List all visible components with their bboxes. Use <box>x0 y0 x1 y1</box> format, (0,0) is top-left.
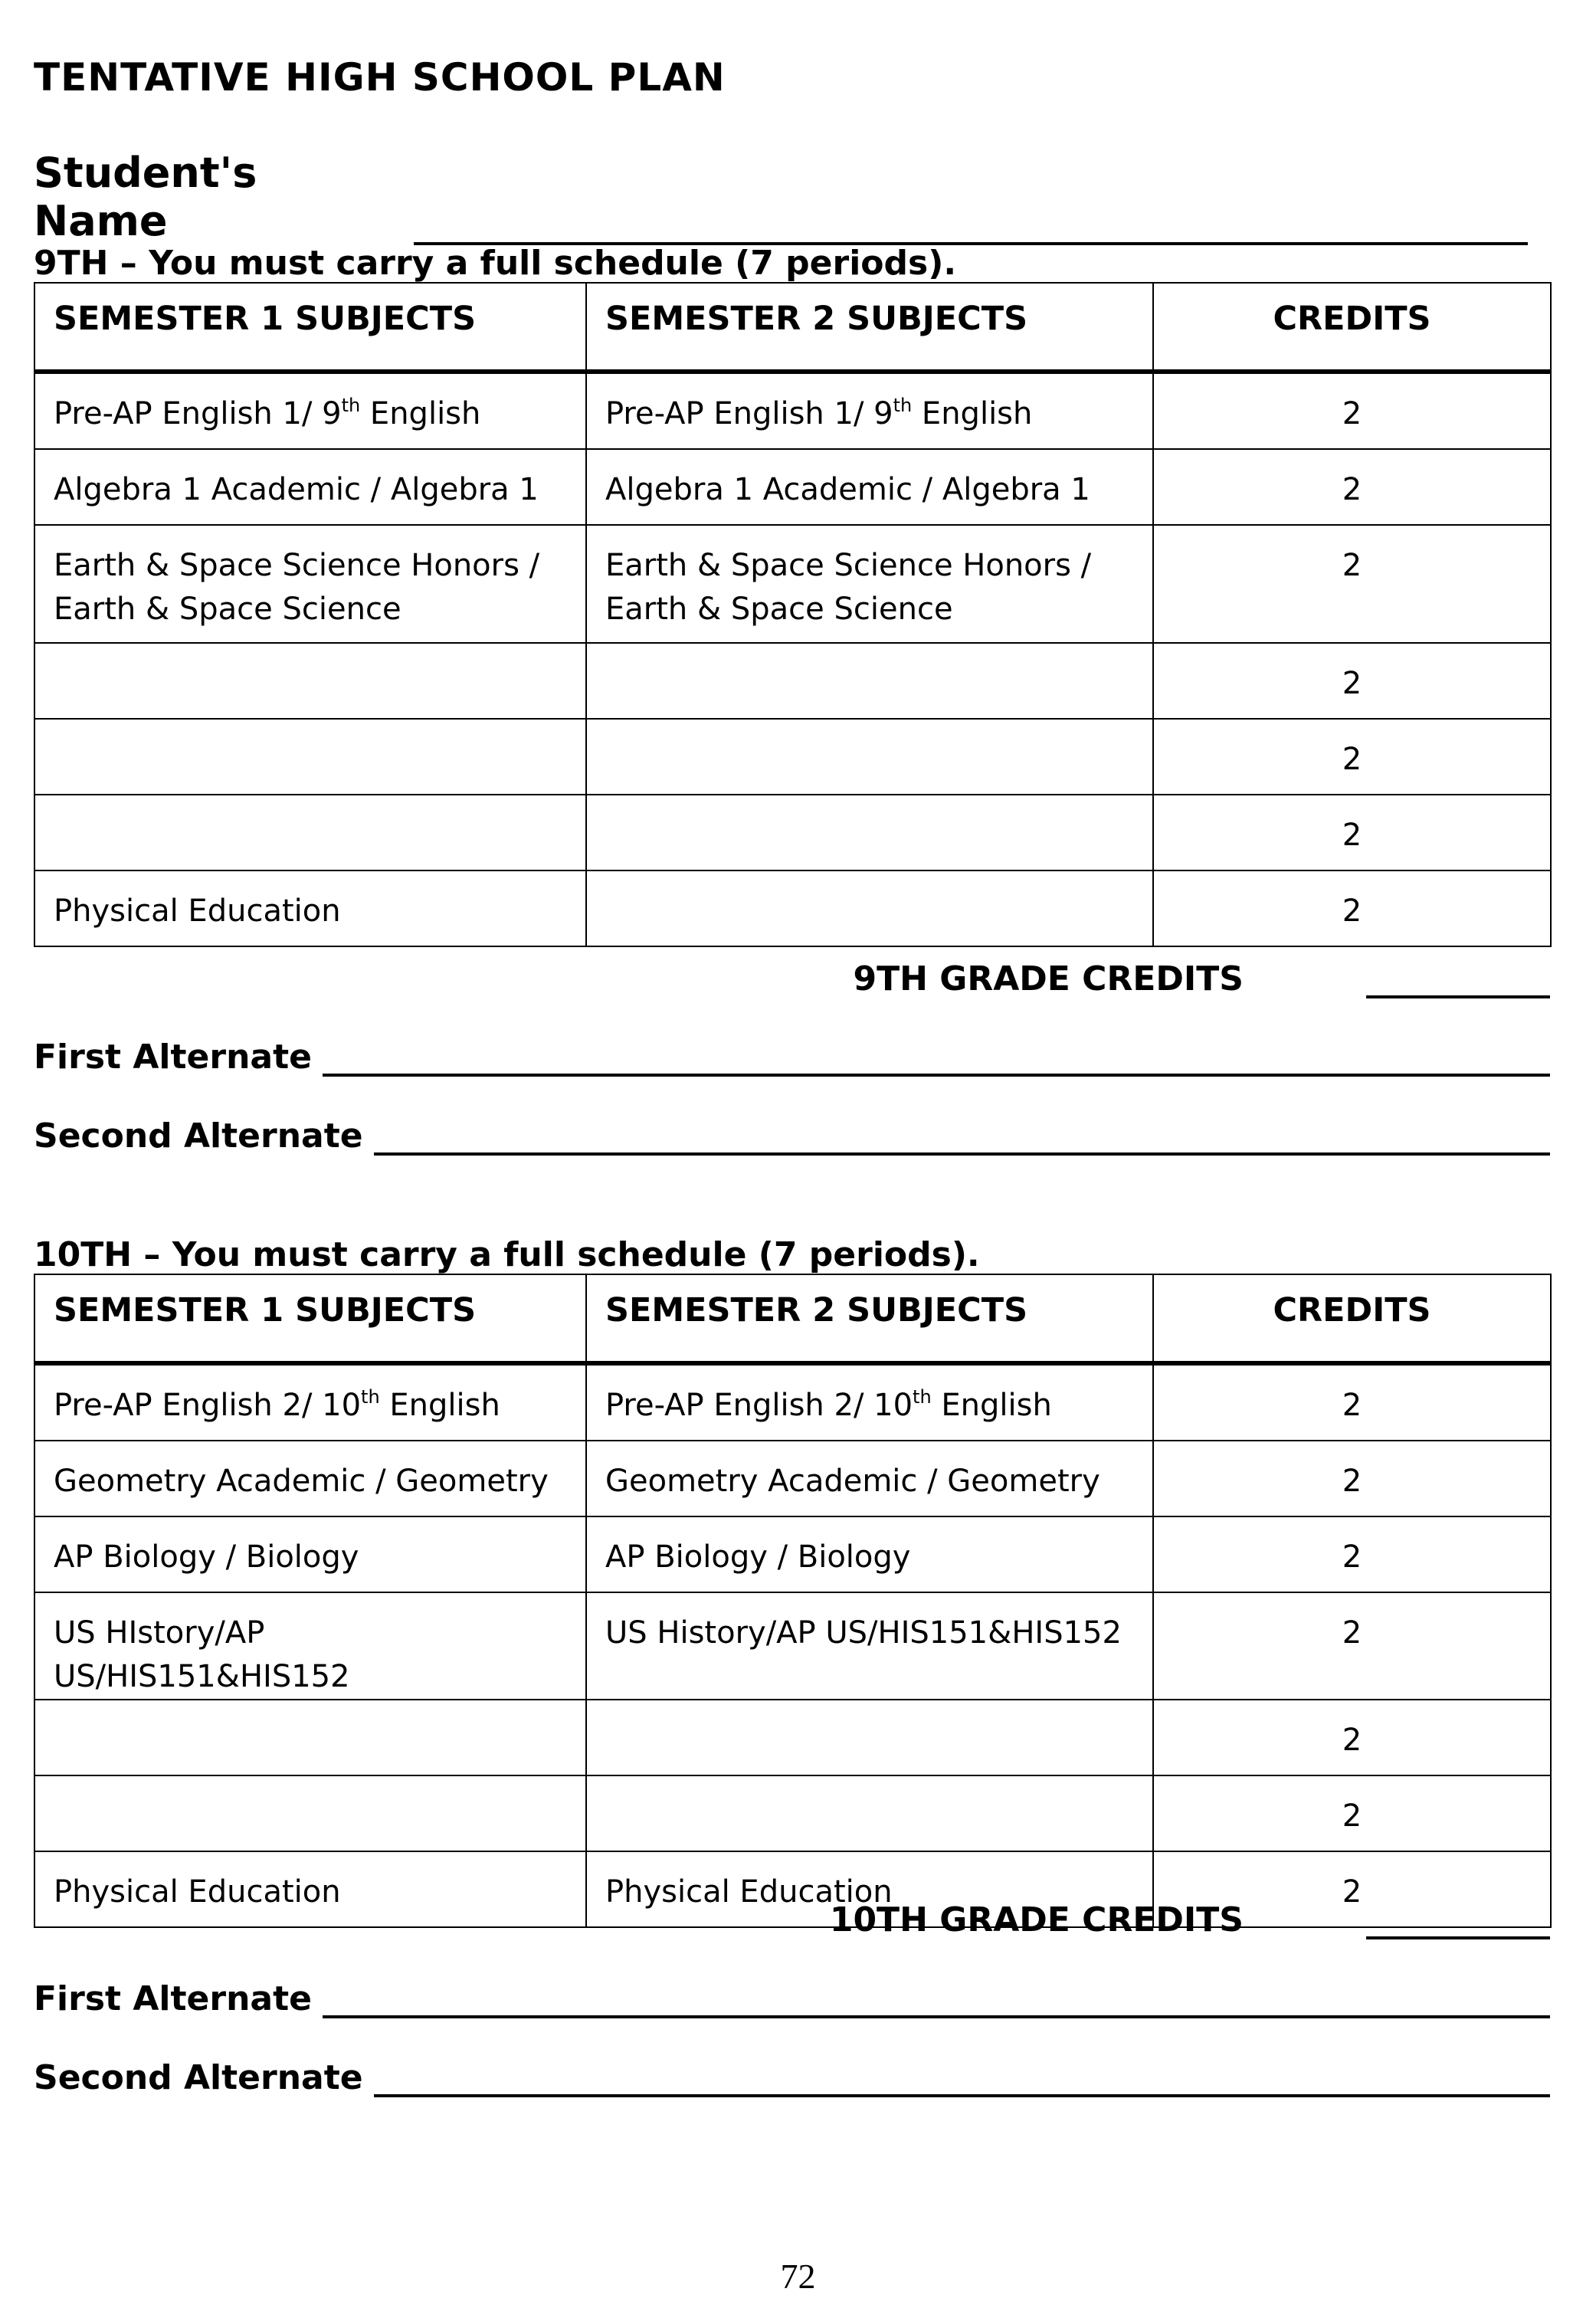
cell-text: English <box>379 1388 500 1423</box>
sem2-cell[interactable] <box>586 372 1153 449</box>
student-name-line <box>34 149 1528 245</box>
table-row <box>34 449 1551 525</box>
table-row <box>34 795 1551 870</box>
cell-text: English <box>931 1388 1052 1423</box>
table-row <box>34 1516 1551 1592</box>
schedule-table-9th <box>34 282 1552 947</box>
section-heading-10th: 10TH – You must carry a full schedule (7 periods). <box>34 1235 980 1274</box>
sem1-cell[interactable] <box>34 719 586 795</box>
cell-text: Pre-AP English 1/ 9 <box>54 396 342 431</box>
second-alternate-label: Second Alternate <box>34 1116 363 1156</box>
grade-credits-label: 10TH GRADE CREDITS <box>829 1900 1244 1939</box>
header-credits: CREDITS <box>1153 283 1551 372</box>
superscript: th <box>913 1385 932 1408</box>
sem1-cell[interactable] <box>34 1775 586 1851</box>
superscript: th <box>361 1385 380 1408</box>
sem2-cell[interactable]: AP Biology / Biology <box>586 1516 1153 1592</box>
credits-cell: 2 <box>1153 719 1551 795</box>
grade-credits-9th <box>797 959 1550 998</box>
cell-line: Earth & Space Science <box>54 592 401 627</box>
section-heading-9th: 9TH – You must carry a full schedule (7 periods). <box>34 244 957 283</box>
credits-cell: 2 <box>1153 1700 1551 1775</box>
sem1-cell[interactable] <box>34 372 586 449</box>
sem1-cell[interactable] <box>34 1363 586 1441</box>
table-row <box>34 1441 1551 1516</box>
credits-cell: 2 <box>1153 1441 1551 1516</box>
first-alternate-field[interactable] <box>323 1040 1550 1077</box>
sem1-cell[interactable]: Physical Education <box>34 870 586 946</box>
sem1-cell[interactable]: US HIstory/AP US/HIS151&HIS152 <box>34 1592 586 1700</box>
sem1-cell[interactable] <box>34 1700 586 1775</box>
sem2-cell[interactable] <box>586 870 1153 946</box>
table-row <box>34 1775 1551 1851</box>
grade-credits-field[interactable] <box>1366 1903 1550 1939</box>
first-alternate-9th <box>34 1038 1550 1077</box>
sem1-cell[interactable]: Geometry Academic / Geometry <box>34 1441 586 1516</box>
credits-cell: 2 <box>1153 525 1551 643</box>
cell-line: Earth & Space Science Honors / <box>605 548 1092 583</box>
table-row <box>34 372 1551 449</box>
second-alternate-10th <box>34 2058 1550 2097</box>
sem1-cell[interactable] <box>34 643 586 719</box>
second-alternate-field[interactable] <box>374 2061 1550 2097</box>
second-alternate-field[interactable] <box>374 1119 1550 1156</box>
first-alternate-10th <box>34 1979 1550 2018</box>
page-title: TENTATIVE HIGH SCHOOL PLAN <box>34 55 726 100</box>
cell-text: English <box>912 396 1033 431</box>
credits-cell: 2 <box>1153 795 1551 870</box>
table-row <box>34 643 1551 719</box>
sem2-cell[interactable] <box>586 525 1153 643</box>
table-header-row <box>34 283 1551 372</box>
grade-credits-10th <box>797 1900 1550 1939</box>
student-name-label: Student's Name <box>34 149 257 245</box>
credits-cell: 2 <box>1153 1516 1551 1592</box>
sem1-cell[interactable]: Algebra 1 Academic / Algebra 1 <box>34 449 586 525</box>
sem2-cell[interactable]: Physical Education <box>586 1851 1153 1927</box>
credits-cell: 2 <box>1153 870 1551 946</box>
superscript: th <box>893 394 913 416</box>
sem2-cell[interactable] <box>586 719 1153 795</box>
sem1-cell[interactable] <box>34 795 586 870</box>
first-alternate-field[interactable] <box>323 1982 1550 2018</box>
sem2-cell[interactable] <box>586 1775 1153 1851</box>
first-alternate-label: First Alternate <box>34 1038 312 1077</box>
credits-cell: 2 <box>1153 1851 1551 1927</box>
table-row <box>34 1700 1551 1775</box>
sem2-cell[interactable] <box>586 1700 1153 1775</box>
header-semester-2: SEMESTER 2 SUBJECTS <box>586 1274 1153 1363</box>
table-header-row <box>34 1274 1551 1363</box>
student-name-field[interactable] <box>414 205 1528 245</box>
superscript: th <box>341 394 361 416</box>
header-credits: CREDITS <box>1153 1274 1551 1363</box>
cell-line: Earth & Space Science <box>605 592 953 627</box>
header-semester-1: SEMESTER 1 SUBJECTS <box>34 1274 586 1363</box>
sem2-cell[interactable] <box>586 1363 1153 1441</box>
sem2-cell[interactable]: Geometry Academic / Geometry <box>586 1441 1153 1516</box>
header-semester-1: SEMESTER 1 SUBJECTS <box>34 283 586 372</box>
credits-cell: 2 <box>1153 643 1551 719</box>
second-alternate-9th <box>34 1116 1550 1156</box>
sem2-cell[interactable]: US History/AP US/HIS151&HIS152 <box>586 1592 1153 1700</box>
sem1-cell[interactable]: AP Biology / Biology <box>34 1516 586 1592</box>
credits-cell: 2 <box>1153 372 1551 449</box>
first-alternate-label: First Alternate <box>34 1979 312 2018</box>
cell-text: Pre-AP English 1/ 9 <box>605 396 893 431</box>
credits-cell: 2 <box>1153 1363 1551 1441</box>
credits-cell: 2 <box>1153 1775 1551 1851</box>
table-row <box>34 1592 1551 1700</box>
cell-text: Pre-AP English 2/ 10 <box>54 1388 362 1423</box>
sem1-cell[interactable]: Physical Education <box>34 1851 586 1927</box>
second-alternate-label: Second Alternate <box>34 2058 363 2097</box>
sem2-cell[interactable] <box>586 795 1153 870</box>
sem1-cell[interactable] <box>34 525 586 643</box>
grade-credits-label: 9TH GRADE CREDITS <box>853 959 1244 998</box>
table-row <box>34 525 1551 643</box>
cell-text: English <box>360 396 481 431</box>
table-row <box>34 870 1551 946</box>
header-semester-2: SEMESTER 2 SUBJECTS <box>586 283 1153 372</box>
table-row <box>34 1363 1551 1441</box>
table-row <box>34 719 1551 795</box>
cell-text: Pre-AP English 2/ 10 <box>605 1388 913 1423</box>
schedule-table-10th <box>34 1274 1552 1928</box>
sem2-cell[interactable]: Algebra 1 Academic / Algebra 1 <box>586 449 1153 525</box>
credits-cell: 2 <box>1153 449 1551 525</box>
credits-cell: 2 <box>1153 1592 1551 1700</box>
grade-credits-field[interactable] <box>1366 962 1550 998</box>
sem2-cell[interactable] <box>586 643 1153 719</box>
page-number: 72 <box>780 2257 816 2296</box>
cell-line: Earth & Space Science Honors / <box>54 548 540 583</box>
